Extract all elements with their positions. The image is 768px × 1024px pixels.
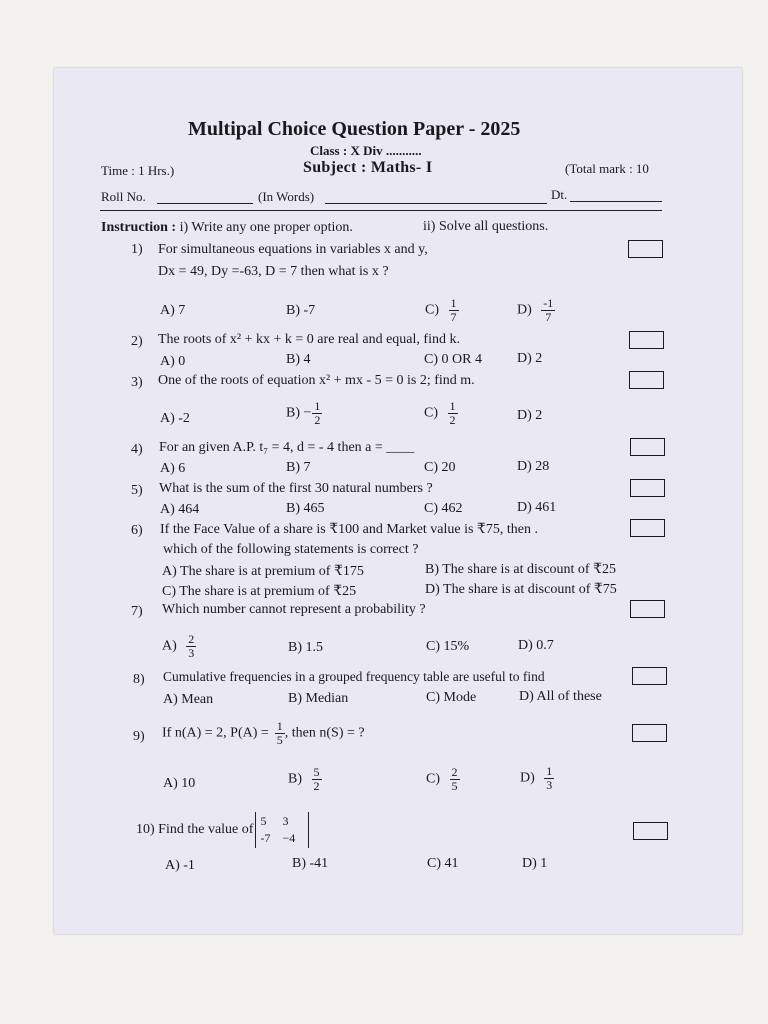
q6-option-a[interactable]: A) The share is at premium of ₹175 xyxy=(162,564,364,579)
fraction-numerator: -1 xyxy=(543,296,554,310)
fraction-numerator: 1 xyxy=(276,719,283,733)
fraction-numerator: 1 xyxy=(449,399,456,413)
q7-option-b[interactable]: B) 1.5 xyxy=(288,640,323,655)
q3-option-b-sign: − xyxy=(303,405,312,421)
answer-box-8[interactable] xyxy=(632,667,667,685)
fraction-denominator: 5 xyxy=(276,733,283,747)
q9-option-b-label: B) xyxy=(288,771,302,787)
q5-option-d[interactable]: D) 461 xyxy=(517,500,557,515)
question-6-text: If the Face Value of a share is ₹100 and Market value is ₹75, then . xyxy=(160,522,538,537)
q7-option-a[interactable] xyxy=(162,633,196,660)
fraction-denominator: 7 xyxy=(450,310,457,324)
q3-option-c-fraction xyxy=(448,400,458,427)
instruction-text-1: i) Write any one proper option. xyxy=(179,220,353,235)
question-1-text-line2: Dx = 49, Dy =-63, D = 7 then what is x ? xyxy=(158,264,389,279)
fraction-denominator: 5 xyxy=(451,779,458,793)
question-3-text: One of the roots of equation x² + mx - 5 = 0 is 2; find m. xyxy=(158,373,475,388)
fraction-numerator: 1 xyxy=(546,764,553,778)
fraction-numerator: 2 xyxy=(451,765,458,779)
q2-option-b[interactable]: B) 4 xyxy=(286,352,311,367)
answer-box-10[interactable] xyxy=(633,822,668,840)
fraction-denominator: 7 xyxy=(545,310,552,324)
q5-option-c[interactable]: C) 462 xyxy=(424,501,463,516)
q2-option-a[interactable]: A) 0 xyxy=(160,354,186,369)
q1-option-d-label: D) xyxy=(517,302,532,318)
q1-option-c[interactable] xyxy=(425,297,459,324)
paper-title: Multipal Choice Question Paper - 2025 xyxy=(188,118,521,140)
det-a11: 5 xyxy=(260,814,267,828)
question-9-number: 9) xyxy=(133,729,145,744)
q6-option-b[interactable]: B) The share is at discount of ₹25 xyxy=(425,562,617,577)
q6-option-d[interactable]: D) The share is at discount of ₹75 xyxy=(425,582,617,597)
fraction-denominator: 2 xyxy=(449,413,456,427)
question-5-number: 5) xyxy=(131,483,143,498)
answer-box-2[interactable] xyxy=(629,331,664,349)
q10-option-b[interactable]: B) -41 xyxy=(292,856,329,871)
q9-option-b[interactable] xyxy=(288,766,322,793)
q9-option-c-fraction xyxy=(450,766,460,793)
question-4-text: For an given A.P. t₇ = 4, d = - 4 then a = ____ xyxy=(159,440,415,455)
instruction-text-2: ii) Solve all questions. xyxy=(423,219,549,234)
q3-option-a[interactable]: A) -2 xyxy=(160,411,190,426)
answer-box-5[interactable] xyxy=(630,479,665,497)
answer-box-9[interactable] xyxy=(632,724,667,742)
q5-option-b[interactable]: B) 465 xyxy=(286,501,325,516)
question-1-text: For simultaneous equations in variables x and y, xyxy=(158,242,428,257)
det-a21: -7 xyxy=(260,831,271,845)
q3-option-b-label: B) xyxy=(286,405,300,421)
q9-option-c[interactable] xyxy=(426,766,460,793)
q1-option-c-fraction xyxy=(449,297,459,324)
question-9-text-pre: If n(A) = 2, P(A) = xyxy=(162,725,269,741)
total-mark: (Total mark : 10 xyxy=(565,161,649,176)
question-3-number: 3) xyxy=(131,375,143,390)
fraction-denominator: 3 xyxy=(188,646,195,660)
roll-no-field[interactable] xyxy=(157,203,253,204)
question-paper-sheet xyxy=(54,68,742,934)
question-9-fraction xyxy=(275,720,285,747)
question-6-text-line2: which of the following statements is correct ? xyxy=(163,542,419,557)
q9-option-a[interactable]: A) 10 xyxy=(163,776,196,791)
question-9-text xyxy=(162,720,365,747)
instruction xyxy=(101,220,353,236)
fraction-denominator: 2 xyxy=(314,413,321,427)
answer-box-7[interactable] xyxy=(630,600,665,618)
date-label: Dt. xyxy=(551,187,568,202)
in-words-field[interactable] xyxy=(325,203,547,204)
instruction-label: Instruction : xyxy=(101,220,177,235)
q3-option-d[interactable]: D) 2 xyxy=(517,408,543,423)
question-2-number: 2) xyxy=(131,334,143,349)
question-10-text: Find the value of xyxy=(158,822,254,838)
in-words-label: (In Words) xyxy=(258,189,315,204)
q3-option-c-label: C) xyxy=(424,405,438,421)
q10-option-d[interactable]: D) 1 xyxy=(522,856,548,871)
answer-box-6[interactable] xyxy=(630,519,665,537)
q7-option-d[interactable]: D) 0.7 xyxy=(518,638,554,653)
question-1-number: 1) xyxy=(131,242,143,257)
q1-option-b[interactable]: B) -7 xyxy=(286,303,316,318)
q2-option-c[interactable]: C) 0 OR 4 xyxy=(424,352,482,367)
q8-option-d[interactable]: D) All of these xyxy=(519,689,602,704)
answer-box-3[interactable] xyxy=(629,371,664,389)
fraction-denominator: 3 xyxy=(546,778,553,792)
header-divider xyxy=(100,210,662,211)
q10-option-c[interactable]: C) 41 xyxy=(427,856,459,871)
q1-option-d[interactable] xyxy=(517,297,555,324)
fraction-numerator: 1 xyxy=(314,399,321,413)
fraction-numerator: 5 xyxy=(313,765,320,779)
det-a12: 3 xyxy=(282,814,289,828)
question-10-number: 10) xyxy=(136,822,155,838)
q7-option-a-label: A) xyxy=(162,638,177,654)
q2-option-d[interactable]: D) 2 xyxy=(517,351,543,366)
q3-option-b[interactable] xyxy=(286,400,322,427)
q4-option-c[interactable]: C) 20 xyxy=(424,460,456,475)
question-8-text: Cumulative frequencies in a grouped frequency table are useful to find xyxy=(163,669,545,684)
date-field[interactable] xyxy=(570,201,662,202)
q7-option-a-fraction xyxy=(186,633,196,660)
q9-option-c-label: C) xyxy=(426,771,440,787)
q1-option-c-label: C) xyxy=(425,302,439,318)
q7-option-c[interactable]: C) 15% xyxy=(426,639,470,654)
answer-box-4[interactable] xyxy=(630,438,665,456)
q8-option-c[interactable]: C) Mode xyxy=(426,690,477,705)
subject-label: Subject : Maths- I xyxy=(303,159,433,176)
question-9-text-post: , then n(S) = ? xyxy=(284,725,365,741)
q8-option-a[interactable]: A) Mean xyxy=(163,692,214,707)
question-7-text: Which number cannot represent a probability ? xyxy=(162,602,426,617)
roll-no-label: Roll No. xyxy=(101,189,146,204)
q3-option-c[interactable] xyxy=(424,400,458,427)
q8-option-b[interactable]: B) Median xyxy=(288,691,349,706)
fraction-numerator: 2 xyxy=(188,632,195,646)
class-label: Class : X Div ........... xyxy=(310,143,422,158)
q5-option-a[interactable]: A) 464 xyxy=(160,502,200,517)
q6-option-c[interactable]: C) The share is at premium of ₹25 xyxy=(162,584,357,599)
question-10-determinant xyxy=(255,812,309,848)
q9-option-d[interactable] xyxy=(520,765,554,792)
question-7-number: 7) xyxy=(131,604,143,619)
question-2-text: The roots of x² + kx + k = 0 are real and equal, find k. xyxy=(158,332,460,347)
q1-option-d-fraction xyxy=(541,297,555,324)
q3-option-b-fraction xyxy=(312,400,322,427)
q1-option-a[interactable]: A) 7 xyxy=(160,303,186,318)
q4-option-d[interactable]: D) 28 xyxy=(517,459,550,474)
question-5-text: What is the sum of the first 30 natural numbers ? xyxy=(159,481,433,496)
q4-option-a[interactable]: A) 6 xyxy=(160,461,186,476)
q9-option-d-fraction xyxy=(544,765,554,792)
question-8-number: 8) xyxy=(133,672,145,687)
question-6-number: 6) xyxy=(131,523,143,538)
fraction-numerator: 1 xyxy=(450,296,457,310)
answer-box-1[interactable] xyxy=(628,240,663,258)
q9-option-d-label: D) xyxy=(520,770,535,786)
fraction-denominator: 2 xyxy=(313,779,320,793)
det-a22: −4 xyxy=(282,831,296,845)
question-4-number: 4) xyxy=(131,442,143,457)
q9-option-b-fraction xyxy=(312,766,322,793)
question-10 xyxy=(136,812,309,848)
q10-option-a[interactable]: A) -1 xyxy=(165,858,195,873)
time-label: Time : 1 Hrs.) xyxy=(101,163,175,178)
q4-option-b[interactable]: B) 7 xyxy=(286,460,311,475)
